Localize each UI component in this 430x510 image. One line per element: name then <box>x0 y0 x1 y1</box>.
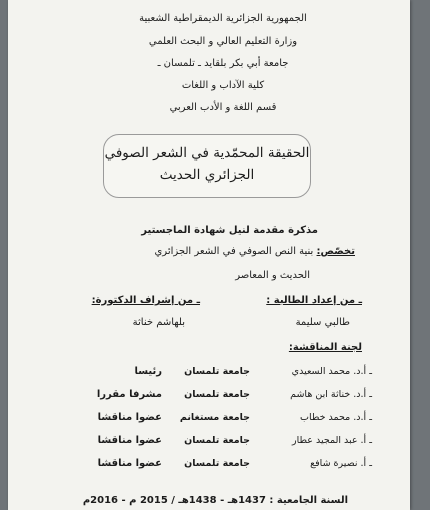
academic-year: السنة الجامعية : 1437هـ - 1438هـ / 2015 م - 2016م <box>82 495 348 506</box>
member-name: ـ أ.د. محمد خطاب <box>300 412 372 423</box>
supervisor-name: بلهاشم خناثة <box>132 317 185 328</box>
university-heading: جامعة أبي بكر بلقايد ـ تلمسان ـ <box>157 58 289 69</box>
memo-statement: مذكرة مقدمة لنيل شهادة الماجستير <box>141 225 318 236</box>
member-role: عضوا مناقشا <box>97 435 162 446</box>
thesis-title-box <box>103 134 311 198</box>
specialty-label: تخصّص: <box>316 246 355 257</box>
specialty-line <box>154 245 355 258</box>
member-role: مشرفا مقررا <box>96 389 162 400</box>
member-role: رئيسا <box>134 366 162 377</box>
student-name: طالبي سليمة <box>295 317 350 328</box>
ministry-heading: وزارة التعليم العالي و البحث العلمي <box>148 36 298 47</box>
member-role: عضوا مناقشا <box>97 458 162 469</box>
thesis-title-line-2: الجزائري الحديث <box>159 167 255 183</box>
member-university: جامعة تلمسان <box>184 366 250 377</box>
member-name: ـ أ.د. محمد السعيدي <box>291 366 372 377</box>
member-role: عضوا مناقشا <box>97 412 162 423</box>
member-university: جامعة تلمسان <box>184 435 250 446</box>
specialty-value: بنية النص الصوفي في الشعر الجزائري <box>154 246 314 257</box>
republic-heading: الجمهورية الجزائرية الديمقراطية الشعبية <box>139 13 307 24</box>
member-university: جامعة تلمسان <box>184 458 250 469</box>
committee-label: لجنة المناقشة: <box>288 342 362 353</box>
member-name: ـ أ. نصيرة شافع <box>310 458 372 469</box>
student-label: ـ من إعداد الطالبة : <box>266 295 362 306</box>
member-name: ـ أ. عبد المجيد عطار <box>292 435 372 446</box>
department-heading: قسم اللغة و الأدب العربي <box>169 102 277 113</box>
document-page <box>8 0 410 510</box>
specialty-value-continued: الحديث و المعاصر <box>235 270 310 281</box>
supervisor-label: ـ من إشراف الدكتورة: <box>91 295 200 306</box>
member-university: جامعة تلمسان <box>184 389 250 400</box>
thesis-title-line-1: الحقيقة المحمّدية في الشعر الصوفي <box>104 145 310 161</box>
member-university: جامعة مستغانم <box>179 412 250 423</box>
faculty-heading: كلية الآداب و اللغات <box>181 80 265 91</box>
member-name: ـ أ.د. خناثة ابن هاشم <box>290 389 372 400</box>
